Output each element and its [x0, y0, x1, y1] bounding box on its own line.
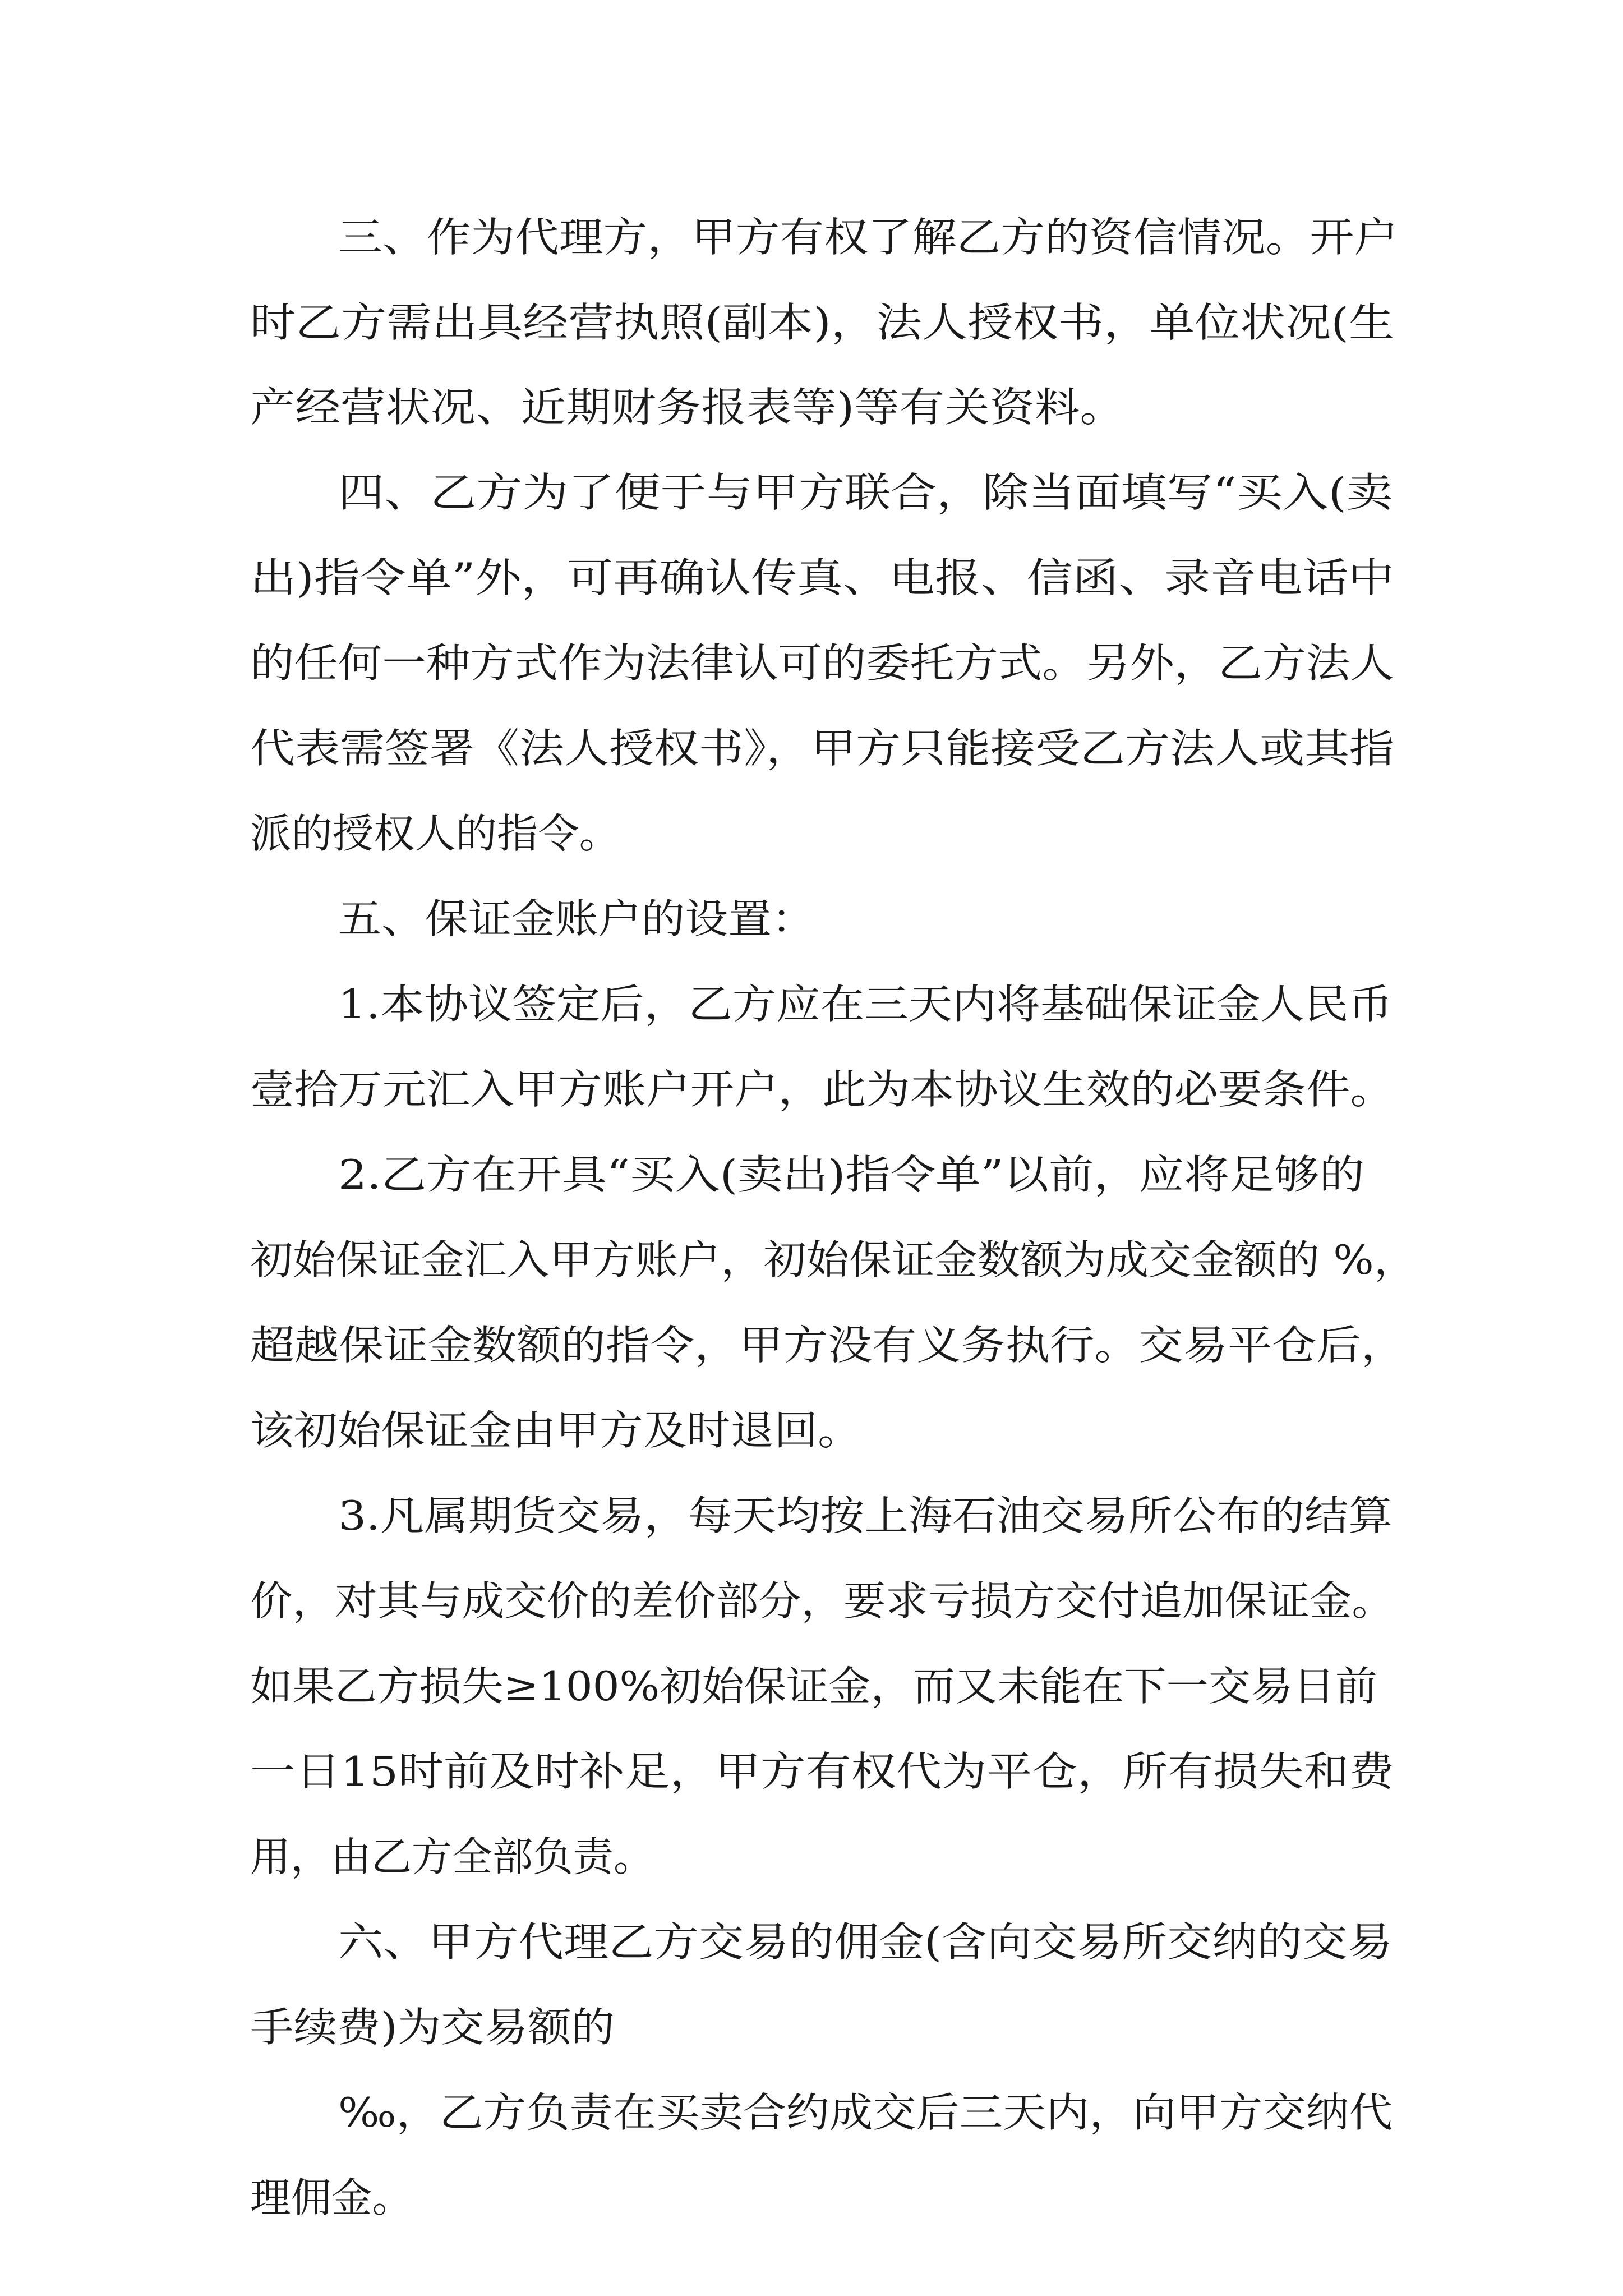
text-line: 2.乙方在开具“买入(卖出)指令单”以前，应将足够的	[338, 1151, 1364, 1198]
text-line: ‰，乙方负责在买卖合约成交后三天内，向甲方交纳代	[338, 2089, 1393, 2136]
text-line: 3.凡属期货交易，每天均按上海石油交易所公布的结算	[338, 1492, 1393, 1539]
text-line: 产经营状况、近期财务报表等)等有关资料。	[250, 384, 1125, 431]
text-line: 时乙方需出具经营执照(副本)，法人授权书，单位状况(生	[250, 299, 1394, 346]
text-line: 1.本协议签定后，乙方应在三天内将基础保证金人民币	[338, 981, 1393, 1028]
text-line: 派的授权人的指令。	[250, 810, 620, 857]
text-line: 代表需签署《法人授权书》，甲方只能接受乙方法人或其指	[250, 725, 1394, 772]
text-line: 价，对其与成交价的差价部分，要求亏损方交付追加保证金。	[250, 1577, 1394, 1625]
text-line: 一日15时前及时补足，甲方有权代为平仓，所有损失和费	[250, 1748, 1394, 1795]
text-line: 六、甲方代理乙方交易的佣金(含向交易所交纳的交易	[338, 1918, 1393, 1966]
text-line: 壹拾万元汇入甲方账户开户，此为本协议生效的必要条件。	[250, 1066, 1394, 1113]
text-line: 超越保证金数额的指令，甲方没有义务执行。交易平仓后，	[250, 1322, 1405, 1369]
text-line: 如果乙方损失≥100%初始保证金，而又未能在下一交易日前	[250, 1663, 1377, 1710]
text-line: 出)指令单”外，可再确认传真、电报、信函、录音电话中	[250, 554, 1394, 601]
text-line: 五、保证金账户的设置：	[338, 895, 815, 942]
text-line: 初始保证金汇入甲方账户，初始保证金数额为成交金额的 %，	[250, 1236, 1417, 1283]
text-line: 用，由乙方全部负责。	[250, 1833, 654, 1880]
text-line: 四、乙方为了便于与甲方联合，除当面填写“买入(卖	[338, 469, 1393, 516]
text-line: 手续费)为交易额的	[250, 2004, 615, 2051]
text-line: 该初始保证金由甲方及时退回。	[250, 1407, 861, 1454]
text-line: 理佣金。	[250, 2174, 413, 2221]
text-line: 三、作为代理方，甲方有权了解乙方的资信情况。开户	[338, 214, 1398, 261]
text-line: 的任何一种方式作为法律认可的委托方式。另外，乙方法人	[250, 639, 1394, 687]
